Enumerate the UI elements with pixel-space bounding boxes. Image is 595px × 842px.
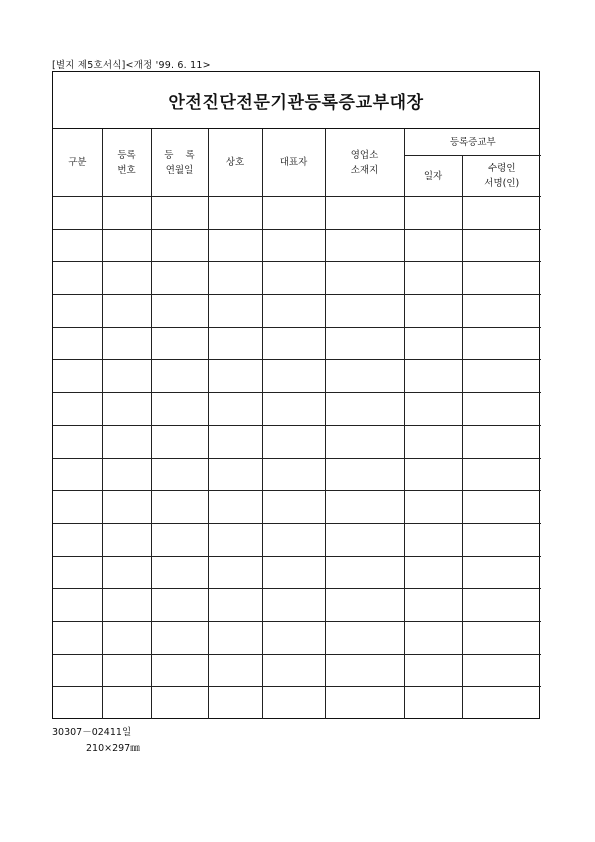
cell-registration-number[interactable] (102, 621, 151, 654)
cell-registration-date[interactable] (151, 360, 208, 393)
cell-trade-name[interactable] (208, 654, 262, 687)
cell-issue-date[interactable] (404, 654, 462, 687)
header-category: 구분 (53, 129, 102, 197)
cell-registration-number[interactable] (102, 458, 151, 491)
form-reference: [별지 제5호서식]<개정 '99. 6. 11> (52, 60, 211, 71)
cell-registration-number[interactable] (102, 262, 151, 295)
cell-office-location[interactable] (325, 589, 404, 622)
cell-issue-date[interactable] (404, 229, 462, 262)
cell-office-location[interactable] (325, 262, 404, 295)
cell-representative[interactable] (262, 458, 325, 491)
cell-recipient-signature[interactable] (462, 229, 541, 262)
cell-registration-number[interactable] (102, 295, 151, 328)
cell-issue-date[interactable] (404, 621, 462, 654)
cell-recipient-signature[interactable] (462, 262, 541, 295)
table-row (53, 262, 541, 295)
cell-category[interactable] (53, 262, 102, 295)
cell-office-location[interactable] (325, 654, 404, 687)
cell-issue-date[interactable] (404, 687, 462, 719)
cell-issue-date[interactable] (404, 523, 462, 556)
cell-category[interactable] (53, 360, 102, 393)
cell-category[interactable] (53, 621, 102, 654)
cell-office-location[interactable] (325, 360, 404, 393)
header-certificate-issuance: 등록증교부 (404, 129, 541, 156)
cell-trade-name[interactable] (208, 393, 262, 426)
cell-registration-date[interactable] (151, 491, 208, 524)
cell-representative[interactable] (262, 621, 325, 654)
register-table (53, 129, 541, 719)
cell-representative[interactable] (262, 556, 325, 589)
table-row (53, 229, 541, 262)
cell-office-location[interactable] (325, 425, 404, 458)
cell-recipient-signature[interactable] (462, 425, 541, 458)
table-row (53, 295, 541, 328)
cell-representative[interactable] (262, 295, 325, 328)
cell-category[interactable] (53, 327, 102, 360)
cell-registration-number[interactable] (102, 197, 151, 230)
register-form (52, 71, 540, 719)
header-recipient-signature: 수령인 서명(인) (462, 156, 541, 197)
cell-representative[interactable] (262, 425, 325, 458)
cell-registration-number[interactable] (102, 556, 151, 589)
header-issue-date: 일자 (404, 156, 462, 197)
cell-trade-name[interactable] (208, 491, 262, 524)
paper-size: 210×297㎜ (86, 743, 140, 754)
cell-office-location[interactable] (325, 458, 404, 491)
table-row (53, 491, 541, 524)
table-row (53, 589, 541, 622)
cell-category[interactable] (53, 556, 102, 589)
cell-registration-number[interactable] (102, 327, 151, 360)
cell-representative[interactable] (262, 327, 325, 360)
cell-trade-name[interactable] (208, 360, 262, 393)
cell-office-location[interactable] (325, 229, 404, 262)
cell-category[interactable] (53, 589, 102, 622)
table-row (53, 556, 541, 589)
cell-registration-date[interactable] (151, 556, 208, 589)
cell-representative[interactable] (262, 654, 325, 687)
cell-representative[interactable] (262, 589, 325, 622)
cell-trade-name[interactable] (208, 556, 262, 589)
cell-trade-name[interactable] (208, 687, 262, 719)
cell-representative[interactable] (262, 229, 325, 262)
cell-office-location[interactable] (325, 197, 404, 230)
cell-issue-date[interactable] (404, 295, 462, 328)
cell-recipient-signature[interactable] (462, 360, 541, 393)
cell-trade-name[interactable] (208, 327, 262, 360)
cell-representative[interactable] (262, 491, 325, 524)
cell-recipient-signature[interactable] (462, 687, 541, 719)
form-code: 30307－02411일 (52, 727, 132, 738)
cell-recipient-signature[interactable] (462, 621, 541, 654)
cell-recipient-signature[interactable] (462, 556, 541, 589)
cell-issue-date[interactable] (404, 589, 462, 622)
cell-registration-date[interactable] (151, 425, 208, 458)
cell-registration-number[interactable] (102, 654, 151, 687)
table-row (53, 654, 541, 687)
cell-registration-date[interactable] (151, 458, 208, 491)
cell-trade-name[interactable] (208, 295, 262, 328)
cell-recipient-signature[interactable] (462, 458, 541, 491)
cell-registration-number[interactable] (102, 687, 151, 719)
cell-trade-name[interactable] (208, 425, 262, 458)
cell-issue-date[interactable] (404, 556, 462, 589)
cell-representative[interactable] (262, 262, 325, 295)
table-row (53, 621, 541, 654)
cell-registration-date[interactable] (151, 589, 208, 622)
cell-registration-date[interactable] (151, 295, 208, 328)
cell-recipient-signature[interactable] (462, 327, 541, 360)
cell-registration-number[interactable] (102, 589, 151, 622)
cell-office-location[interactable] (325, 621, 404, 654)
cell-issue-date[interactable] (404, 393, 462, 426)
cell-representative[interactable] (262, 360, 325, 393)
cell-recipient-signature[interactable] (462, 523, 541, 556)
cell-office-location[interactable] (325, 327, 404, 360)
cell-registration-date[interactable] (151, 262, 208, 295)
cell-issue-date[interactable] (404, 458, 462, 491)
header-representative: 대표자 (262, 129, 325, 197)
cell-registration-date[interactable] (151, 229, 208, 262)
cell-category[interactable] (53, 197, 102, 230)
cell-trade-name[interactable] (208, 621, 262, 654)
cell-category[interactable] (53, 393, 102, 426)
cell-category[interactable] (53, 295, 102, 328)
cell-office-location[interactable] (325, 687, 404, 719)
cell-registration-date[interactable] (151, 523, 208, 556)
header-registration-date: 등 록 연월일 (151, 129, 208, 197)
cell-registration-number[interactable] (102, 229, 151, 262)
cell-office-location[interactable] (325, 491, 404, 524)
cell-representative[interactable] (262, 197, 325, 230)
cell-trade-name[interactable] (208, 229, 262, 262)
cell-recipient-signature[interactable] (462, 197, 541, 230)
cell-trade-name[interactable] (208, 458, 262, 491)
cell-registration-number[interactable] (102, 491, 151, 524)
header-trade-name: 상호 (208, 129, 262, 197)
cell-category[interactable] (53, 491, 102, 524)
cell-registration-date[interactable] (151, 327, 208, 360)
cell-registration-date[interactable] (151, 197, 208, 230)
cell-issue-date[interactable] (404, 425, 462, 458)
table-row (53, 393, 541, 426)
cell-category[interactable] (53, 425, 102, 458)
cell-trade-name[interactable] (208, 197, 262, 230)
header-registration-number: 등록 번호 (102, 129, 151, 197)
cell-recipient-signature[interactable] (462, 491, 541, 524)
cell-trade-name[interactable] (208, 262, 262, 295)
cell-registration-date[interactable] (151, 654, 208, 687)
cell-office-location[interactable] (325, 523, 404, 556)
register-rows (53, 197, 541, 720)
cell-representative[interactable] (262, 393, 325, 426)
table-row (53, 458, 541, 491)
cell-recipient-signature[interactable] (462, 654, 541, 687)
cell-registration-number[interactable] (102, 425, 151, 458)
cell-category[interactable] (53, 523, 102, 556)
cell-trade-name[interactable] (208, 589, 262, 622)
cell-issue-date[interactable] (404, 327, 462, 360)
cell-issue-date[interactable] (404, 262, 462, 295)
table-row (53, 687, 541, 719)
cell-registration-number[interactable] (102, 523, 151, 556)
cell-recipient-signature[interactable] (462, 393, 541, 426)
cell-registration-date[interactable] (151, 621, 208, 654)
cell-category[interactable] (53, 229, 102, 262)
cell-issue-date[interactable] (404, 197, 462, 230)
cell-representative[interactable] (262, 687, 325, 719)
cell-issue-date[interactable] (404, 491, 462, 524)
cell-office-location[interactable] (325, 295, 404, 328)
title-box (53, 72, 539, 129)
table-row (53, 327, 541, 360)
table-row (53, 197, 541, 230)
cell-registration-number[interactable] (102, 393, 151, 426)
cell-representative[interactable] (262, 523, 325, 556)
page-title: 안전진단전문기관등록증교부대장 (168, 92, 424, 113)
cell-recipient-signature[interactable] (462, 589, 541, 622)
cell-recipient-signature[interactable] (462, 295, 541, 328)
cell-office-location[interactable] (325, 393, 404, 426)
cell-registration-date[interactable] (151, 687, 208, 719)
cell-office-location[interactable] (325, 556, 404, 589)
table-row (53, 523, 541, 556)
cell-category[interactable] (53, 458, 102, 491)
cell-category[interactable] (53, 654, 102, 687)
cell-registration-number[interactable] (102, 360, 151, 393)
table-row (53, 360, 541, 393)
cell-registration-date[interactable] (151, 393, 208, 426)
cell-category[interactable] (53, 687, 102, 719)
cell-issue-date[interactable] (404, 360, 462, 393)
header-office-location: 영업소 소재지 (325, 129, 404, 197)
table-row (53, 425, 541, 458)
cell-trade-name[interactable] (208, 523, 262, 556)
